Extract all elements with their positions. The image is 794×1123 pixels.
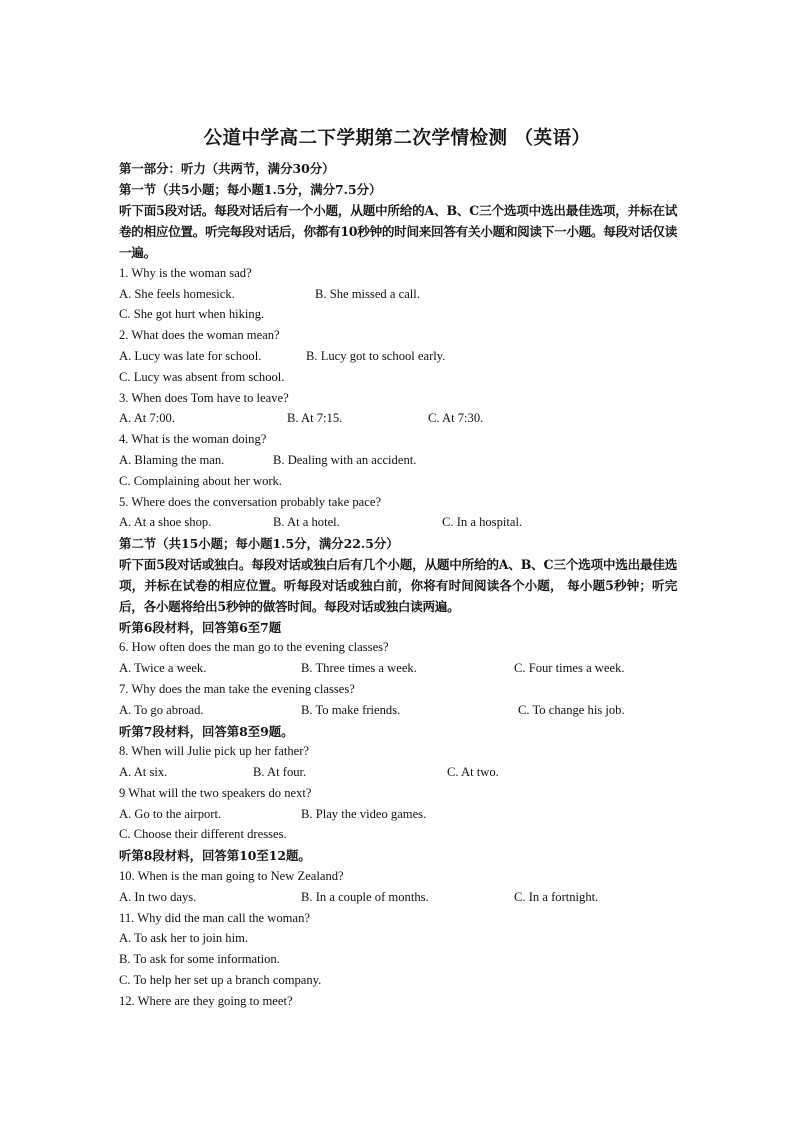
q2-option-a[interactable]: A. Lucy was late for school. xyxy=(119,349,262,363)
q1-option-c[interactable]: C. She got hurt when hiking. xyxy=(119,307,265,321)
q3-option-c[interactable]: C. At 7:30. xyxy=(428,411,484,425)
q11-option-b[interactable]: B. To ask for some information. xyxy=(119,952,280,966)
question-5-stem: 5. Where does the conversation probably take pace? xyxy=(119,495,382,509)
q8-option-b[interactable]: B. At four. xyxy=(253,765,307,779)
question-7-stem: 7. Why does the man take the evening classes? xyxy=(119,682,355,696)
section1-instructions: 听下面5段对话。每段对话后有一个小题，从题中所给的A、B、C三个选项中选出最佳选项，并标在试卷的相应位置。听完每段对话后，你都有10秒钟的时间来回答有关小题和阅读下一小题。每段对话仅读一遍。 xyxy=(119,203,677,260)
question-10-options xyxy=(119,887,679,908)
question-3-options xyxy=(119,408,679,429)
q2-option-b[interactable]: B. Lucy got to school early. xyxy=(306,349,446,363)
question-1-stem: 1. Why is the woman sad? xyxy=(119,266,252,280)
q9-option-c[interactable]: C. Choose their different dresses. xyxy=(119,827,287,841)
q6-option-c[interactable]: C. Four times a week. xyxy=(514,661,625,675)
q2-option-c[interactable]: C. Lucy was absent from school. xyxy=(119,370,285,384)
q7-option-a[interactable]: A. To go abroad. xyxy=(119,703,204,717)
q11-option-a[interactable]: A. To ask her to join him. xyxy=(119,931,249,945)
question-4-options xyxy=(119,450,679,471)
question-3-stem: 3. When does Tom have to leave? xyxy=(119,391,289,405)
question-10-stem: 10. When is the man going to New Zealand? xyxy=(119,869,344,883)
part1-heading: 第一部分：听力（共两节，满分30分） xyxy=(119,161,335,176)
question-5-options xyxy=(119,512,679,533)
q8-option-a[interactable]: A. At six. xyxy=(119,765,168,779)
page-title: 公道中学高二下学期第二次学情检测 （英语） xyxy=(203,128,591,149)
q6-option-b[interactable]: B. Three times a week. xyxy=(301,661,417,675)
q7-option-b[interactable]: B. To make friends. xyxy=(301,703,401,717)
section2-heading: 第二节（共15小题；每小题1.5分，满分22.5分） xyxy=(119,536,399,551)
question-11-stem: 11. Why did the man call the woman? xyxy=(119,911,310,925)
q10-option-b[interactable]: B. In a couple of months. xyxy=(301,890,429,904)
question-6-options xyxy=(119,658,679,679)
q1-option-a[interactable]: A. She feels homesick. xyxy=(119,287,235,301)
question-1-options xyxy=(119,284,679,305)
question-8-options xyxy=(119,762,679,783)
q10-option-c[interactable]: C. In a fortnight. xyxy=(514,890,599,904)
question-2-options xyxy=(119,346,679,367)
question-9-options xyxy=(119,804,679,825)
q1-option-b[interactable]: B. She missed a call. xyxy=(315,287,420,301)
question-12-stem: 12. Where are they going to meet? xyxy=(119,994,293,1008)
q9-option-b[interactable]: B. Play the video games. xyxy=(301,807,427,821)
q5-option-b[interactable]: B. At a hotel. xyxy=(273,515,340,529)
q8-option-c[interactable]: C. At two. xyxy=(447,765,499,779)
question-2-stem: 2. What does the woman mean? xyxy=(119,328,280,342)
material-8-heading: 听第8段材料，回答第10至12题。 xyxy=(119,848,311,863)
material-7-heading: 听第7段材料，回答第8至9题。 xyxy=(119,724,294,739)
question-7-options xyxy=(119,700,679,721)
q3-option-a[interactable]: A. At 7:00. xyxy=(119,411,175,425)
question-8-stem: 8. When will Julie pick up her father? xyxy=(119,744,310,758)
material-6-heading: 听第6段材料，回答第6至7题 xyxy=(119,620,282,635)
question-9-stem: 9 What will the two speakers do next? xyxy=(119,786,312,800)
q9-option-a[interactable]: A. Go to the airport. xyxy=(119,807,222,821)
q6-option-a[interactable]: A. Twice a week. xyxy=(119,661,207,675)
question-6-stem: 6. How often does the man go to the evening classes? xyxy=(119,640,389,654)
q5-option-a[interactable]: A. At a shoe shop. xyxy=(119,515,212,529)
q4-option-b[interactable]: B. Dealing with an accident. xyxy=(273,453,417,467)
q4-option-a[interactable]: A. Blaming the man. xyxy=(119,453,225,467)
q10-option-a[interactable]: A. In two days. xyxy=(119,890,197,904)
q3-option-b[interactable]: B. At 7:15. xyxy=(287,411,343,425)
q7-option-c[interactable]: C. To change his job. xyxy=(518,703,625,717)
section1-heading: 第一节（共5小题；每小题1.5分，满分7.5分） xyxy=(119,182,382,197)
question-4-stem: 4. What is the woman doing? xyxy=(119,432,267,446)
section2-instructions: 听下面5段对话或独白。每段对话或独白后有几个小题，从题中所给的A、B、C三个选项中选出最佳选项，并标在试卷的相应位置。听每段对话或独白前，你将有时间阅读各个小题， 每小题5秒钟；听完后，各小题将给出5秒钟的做答时间。每段对话或独白读两遍。 xyxy=(119,557,677,614)
q5-option-c[interactable]: C. In a hospital. xyxy=(442,515,523,529)
q4-option-c[interactable]: C. Complaining about her work. xyxy=(119,474,282,488)
q11-option-c[interactable]: C. To help her set up a branch company. xyxy=(119,973,322,987)
